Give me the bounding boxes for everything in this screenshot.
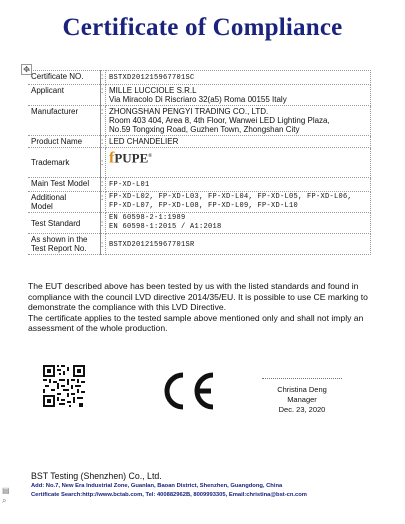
statement-paragraph: The certificate applies to the tested sample above mentioned only and shall not imply an assessment of the whole production.: [28, 312, 364, 334]
manufacturer-address-line: No.59 Tongxing Road, Guzhen Town, Zhongshan City: [109, 125, 300, 134]
test-report-value: BSTXD201215967701SR: [106, 234, 371, 255]
applicant-address: Via Miracolo Di Riscriaro 32(a5) Roma 00155 Italy: [109, 95, 287, 104]
company-name: BST Testing (Shenzhen) Co., Ltd.: [31, 471, 162, 481]
row-colon: :: [101, 71, 106, 85]
row-colon: :: [101, 178, 106, 192]
row-colon: :: [101, 85, 106, 106]
trademark-logo: fPUPE®: [109, 149, 153, 167]
row-colon: :: [101, 148, 106, 178]
signature-block: [262, 378, 342, 415]
test-standard-value: EN 60598-2-1:1989 EN 60598-1:2015 / A1:2018: [106, 213, 371, 234]
table-row: [28, 213, 371, 234]
table-row: [28, 192, 371, 213]
row-colon: :: [101, 106, 106, 136]
row-label: As shown in the Test Report No.: [28, 234, 101, 255]
table-row: [28, 234, 371, 255]
manufacturer-address-line: Room 403 404, Area 8, 4th Floor, Wanwei LED Lighting Plaza,: [109, 116, 330, 125]
company-address: Add: No.7, New Era Industrial Zone, Guanlan, Baoan District, Shenzhen, Guangdong, China: [31, 483, 283, 489]
certificate-number: BSTXD201215967701SC: [106, 71, 371, 85]
paperclip-icon[interactable]: ⌕: [2, 496, 7, 505]
qr-code-icon: [42, 364, 86, 408]
manufacturer-name: ZHONGSHAN PENGYI TRADING CO., LTD.: [109, 107, 269, 116]
row-label: Manufacturer: [28, 106, 101, 136]
signatory-name: Christina Deng: [277, 385, 327, 394]
main-model-value: FP-XD-L01: [106, 178, 371, 192]
row-colon: :: [101, 234, 106, 255]
row-colon: :: [101, 213, 106, 234]
applicant-value: [106, 85, 371, 106]
statement-paragraph: The EUT described above has been tested by us with the listed standards and found in compliance with the council LVD directive 2014/35/EU. It is possible to use CE marking to demonstrate the compliance with this LVD Directive.: [28, 281, 368, 313]
row-label: Additional Model: [28, 192, 101, 213]
row-label: Main Test Model: [28, 178, 101, 192]
row-label: Certificate NO.: [28, 71, 101, 85]
table-move-handle-icon[interactable]: ✥: [21, 64, 32, 75]
company-contact: Certificate Search:http://www.bctab.com, Tel: 400882962B, 8009993305, Email:christina@bst-cn.com: [31, 492, 307, 498]
certificate-table: [28, 70, 371, 255]
row-label: Trademark: [28, 148, 101, 178]
table-row: [28, 148, 371, 178]
row-colon: :: [101, 136, 106, 148]
document-icon[interactable]: ▤: [2, 486, 10, 495]
ce-mark-icon: [158, 369, 218, 413]
row-label: Product Name: [28, 136, 101, 148]
table-row: [28, 136, 371, 148]
signatory-role: Manager: [287, 395, 317, 404]
signature-date: Dec. 23, 2020: [278, 405, 326, 414]
table-row: [28, 85, 371, 106]
compliance-statement: [28, 281, 378, 334]
trademark-value: [106, 148, 371, 178]
side-toolbar: [2, 486, 10, 506]
manufacturer-value: [106, 106, 371, 136]
table-row: [28, 106, 371, 136]
table-row: [28, 71, 371, 85]
applicant-name: MILLE LUCCIOLE S.R.L: [109, 86, 197, 95]
row-colon: :: [101, 192, 106, 213]
row-label: Applicant: [28, 85, 101, 106]
certificate-title: Certificate of Compliance: [62, 14, 343, 41]
additional-models-value: FP-XD-L02, FP-XD-L03, FP-XD-L04, FP-XD-L05, FP-XD-L06, FP-XD-L07, FP-XD-L08, FP-XD-L09, FP-XD-L10: [106, 192, 371, 213]
table-row: [28, 178, 371, 192]
row-label: Test Standard: [28, 213, 101, 234]
product-name-value: LED CHANDELIER: [106, 136, 371, 148]
